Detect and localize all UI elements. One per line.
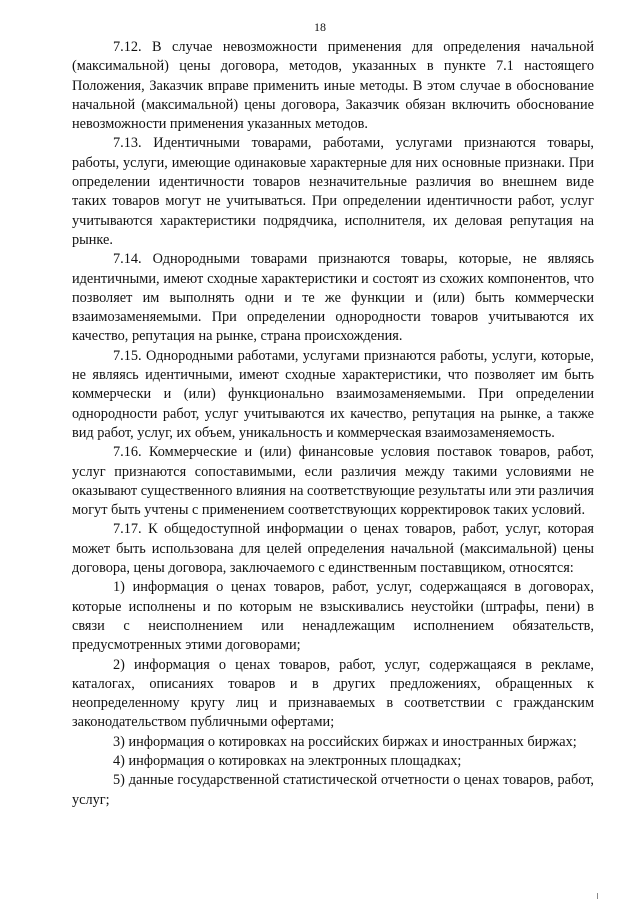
list-item-1: 1) информация о ценах товаров, работ, услуг, содержащаяся в договорах, которые исполнены и по которым не взыскивались неустойки (штрафы, пени) в связи с неисполнением или ненадлежащим исполнением обязательств, предусмотренных этими договорами; bbox=[72, 579, 594, 654]
paragraph-7-13: 7.13. Идентичными товарами, работами, услугами признаются товары, работы, услуги, имеющие одинаковые характерные для них основные признаки. При определении идентичности товаров незначительные различия во внешнем виде таких товаров могут не учитываться. При определении идентичности работ, услуг учитываются характеристики подрядчика, исполнителя, их деловая репутация на рынке. bbox=[72, 135, 594, 248]
document-body bbox=[72, 38, 594, 810]
scan-mark bbox=[597, 893, 598, 899]
paragraph-7-14: 7.14. Однородными товарами признаются товары, которые, не являясь идентичными, имеют сходные характеристики и состоят из схожих компонентов, что позволяет им выполнять одни и те же функции и (или) быть коммерчески взаимозаменяемыми. При определении однородности товаров учитываются их качество, репутация на рынке, страна происхождения. bbox=[72, 251, 594, 345]
list-item-4: 4) информация о котировках на электронных площадках; bbox=[113, 752, 462, 769]
paragraph-7-12: 7.12. В случае невозможности применения для определения начальной (максимальной) цены договора, методов, указанных в пункте 7.1 настоящего Положения, Заказчик вправе применить иные методы. В этом случае в обоснование начальной (максимальной) цены договора, Заказчик обязан включить обоснование невозможности применения указанных методов. bbox=[72, 39, 594, 133]
paragraph-7-15: 7.15. Однородными работами, услугами признаются работы, услуги, которые, не являясь идентичными, имеют сходные характеристики, что позволяет им быть коммерчески и (или) функционально взаимозаменяемыми. При определении однородности работ, услуг учитываются их качество, репутация на рынке, а также вид работ, услуг, их объем, уникальность и коммерческая взаимозаменяемость. bbox=[72, 347, 594, 441]
list-item-5: 5) данные государственной статистической отчетности о ценах товаров, работ, услуг; bbox=[72, 772, 594, 808]
page-number: 18 bbox=[314, 20, 326, 34]
paragraph-7-17: 7.17. К общедоступной информации о ценах товаров, работ, услуг, которая может быть использована для целей определения начальной (максимальной) цены договора, цены договора, заключаемого с единственным поставщиком, относятся: bbox=[72, 521, 594, 577]
list-item-2: 2) информация о ценах товаров, работ, услуг, содержащаяся в рекламе, каталогах, описаниях товаров и в других предложениях, обращенных к неопределенному кругу лиц и признаваемых в соответствии с гражданским законодательством публичными офертами; bbox=[72, 656, 594, 731]
paragraph-7-16: 7.16. Коммерческие и (или) финансовые условия поставок товаров, работ, услуг признаются сопоставимыми, если различия между такими условиями не оказывают существенного влияния на соответствующие результаты или эти различия могут быть учтены с применением соответствующих корректировок таких условий. bbox=[72, 444, 594, 519]
list-item-3: 3) информация о котировках на российских биржах и иностранных биржах; bbox=[113, 733, 577, 750]
